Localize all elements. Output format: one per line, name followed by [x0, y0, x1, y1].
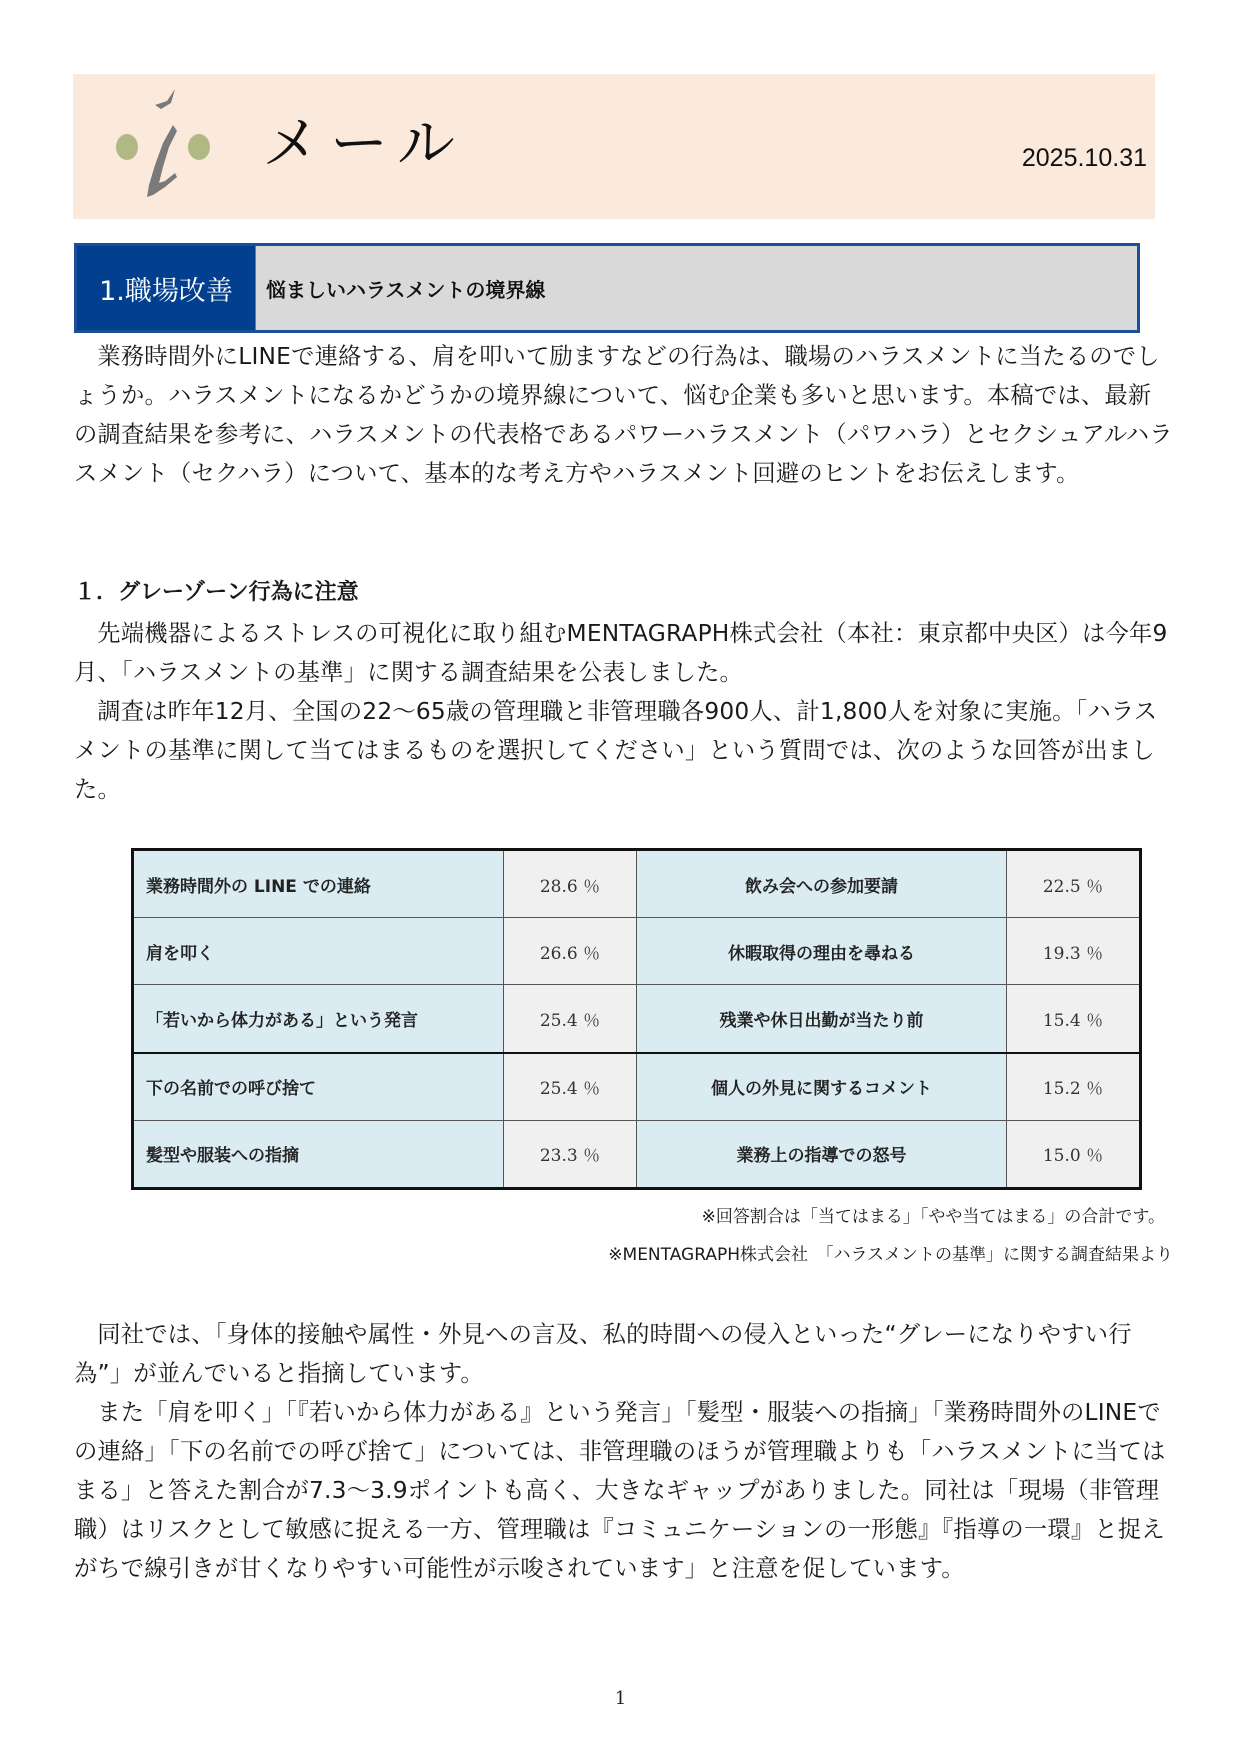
percentage-value: 15.4 ％	[1007, 985, 1141, 1053]
logo-dot-right	[188, 134, 210, 160]
behavior-label: 飲み会への参加要請	[637, 850, 1007, 918]
percentage-value: 15.0 ％	[1007, 1120, 1141, 1188]
section-header-bar	[74, 243, 1140, 333]
subsection-body	[74, 614, 1174, 809]
section-number-label: 1.職場改善	[77, 246, 256, 330]
body-paragraph: また「肩を叩く」「『若いから体力がある』という発言」「髪型・服装への指摘」「業務時間外のLINEでの連絡」「下の名前での呼び捨て」については、非管理職のほうが管理職よりも「ハラスメントに当てはまる」と答えた割合が7.3～3.9ポイントも高く、大きなギャップがありました。同社は「現場（非管理職）はリスクとして敏感に捉える一方、管理職は『コミュニケーションの一形態』『指導の一環』と捉えがちで線引きが甘くなりやすい可能性が示唆されています」と注意を促しています。	[74, 1399, 1166, 1582]
behavior-label: 業務上の指導での怒号	[637, 1120, 1007, 1188]
survey-results-table	[131, 848, 1142, 1190]
percentage-value: 25.4 ％	[504, 985, 637, 1053]
percentage-value: 28.6 ％	[504, 850, 637, 918]
table-row	[133, 850, 1141, 918]
behavior-label: 残業や休日出勤が当たり前	[637, 985, 1007, 1053]
table-row	[133, 985, 1141, 1053]
behavior-label: 「若いから体力がある」という発言	[133, 985, 504, 1053]
page-number: 1	[614, 1688, 627, 1709]
percentage-value: 22.5 ％	[1007, 850, 1141, 918]
percentage-value: 23.3 ％	[504, 1120, 637, 1188]
table-source-note: ※MENTAGRAPH株式会社 「ハラスメントの基準」に関する調査結果より	[608, 1245, 1173, 1265]
i-mail-logo	[115, 85, 240, 205]
behavior-label: 休暇取得の理由を尋ねる	[637, 918, 1007, 985]
behavior-label: 肩を叩く	[133, 918, 504, 985]
percentage-value: 25.4 ％	[504, 1053, 637, 1121]
issue-date: 2025.10.31	[1021, 144, 1147, 172]
percentage-value: 26.6 ％	[504, 918, 637, 985]
section-title: 悩ましいハラスメントの境界線	[266, 277, 546, 302]
analysis-body	[74, 1315, 1174, 1588]
body-paragraph: 調査は昨年12月、全国の22～65歳の管理職と非管理職各900人、計1,800人を対象に実施。「ハラスメントの基準に関して当てはまるものを選択してください」という質問では、次のような回答が出ました。	[74, 698, 1158, 803]
behavior-label: 業務時間外の LINE での連絡	[133, 850, 504, 918]
body-paragraph: 同社では、「身体的接触や属性・外見への言及、私的時間への侵入といった“グレーになりやすい行為”」が並んでいると指摘しています。	[74, 1321, 1132, 1387]
newsletter-title: メール	[262, 109, 465, 177]
table-row	[133, 1120, 1141, 1188]
intro-paragraph: 業務時間外にLINEで連絡する、肩を叩いて励ますなどの行為は、職場のハラスメントに当たるのでしょうか。ハラスメントになるかどうかの境界線について、悩む企業も多いと思います。本稿では、最新の調査結果を参考に、ハラスメントの代表格であるパワーハラスメント（パワハラ）とセクシュアルハラスメント（セクハラ）について、基本的な考え方やハラスメント回避のヒントをお伝えします。	[74, 343, 1173, 487]
body-paragraph: 先端機器によるストレスの可視化に取り組むMENTAGRAPH株式会社（本社：東京都中央区）は今年9月、「ハラスメントの基準」に関する調査結果を公表しました。	[74, 620, 1168, 686]
percentage-value: 15.2 ％	[1007, 1053, 1141, 1121]
table-footnote: ※回答割合は「当てはまる」「やや当てはまる」の合計です。	[701, 1207, 1165, 1227]
behavior-label: 個人の外見に関するコメント	[637, 1053, 1007, 1121]
behavior-label: 髪型や服装への指摘	[133, 1120, 504, 1188]
subsection-heading: １．グレーゾーン行為に注意	[74, 580, 359, 605]
behavior-label: 下の名前での呼び捨て	[133, 1053, 504, 1121]
table-row	[133, 918, 1141, 985]
table-row	[133, 1053, 1141, 1121]
percentage-value: 19.3 ％	[1007, 918, 1141, 985]
logo-dot-left	[116, 134, 138, 160]
logo-letter-i	[147, 89, 177, 197]
